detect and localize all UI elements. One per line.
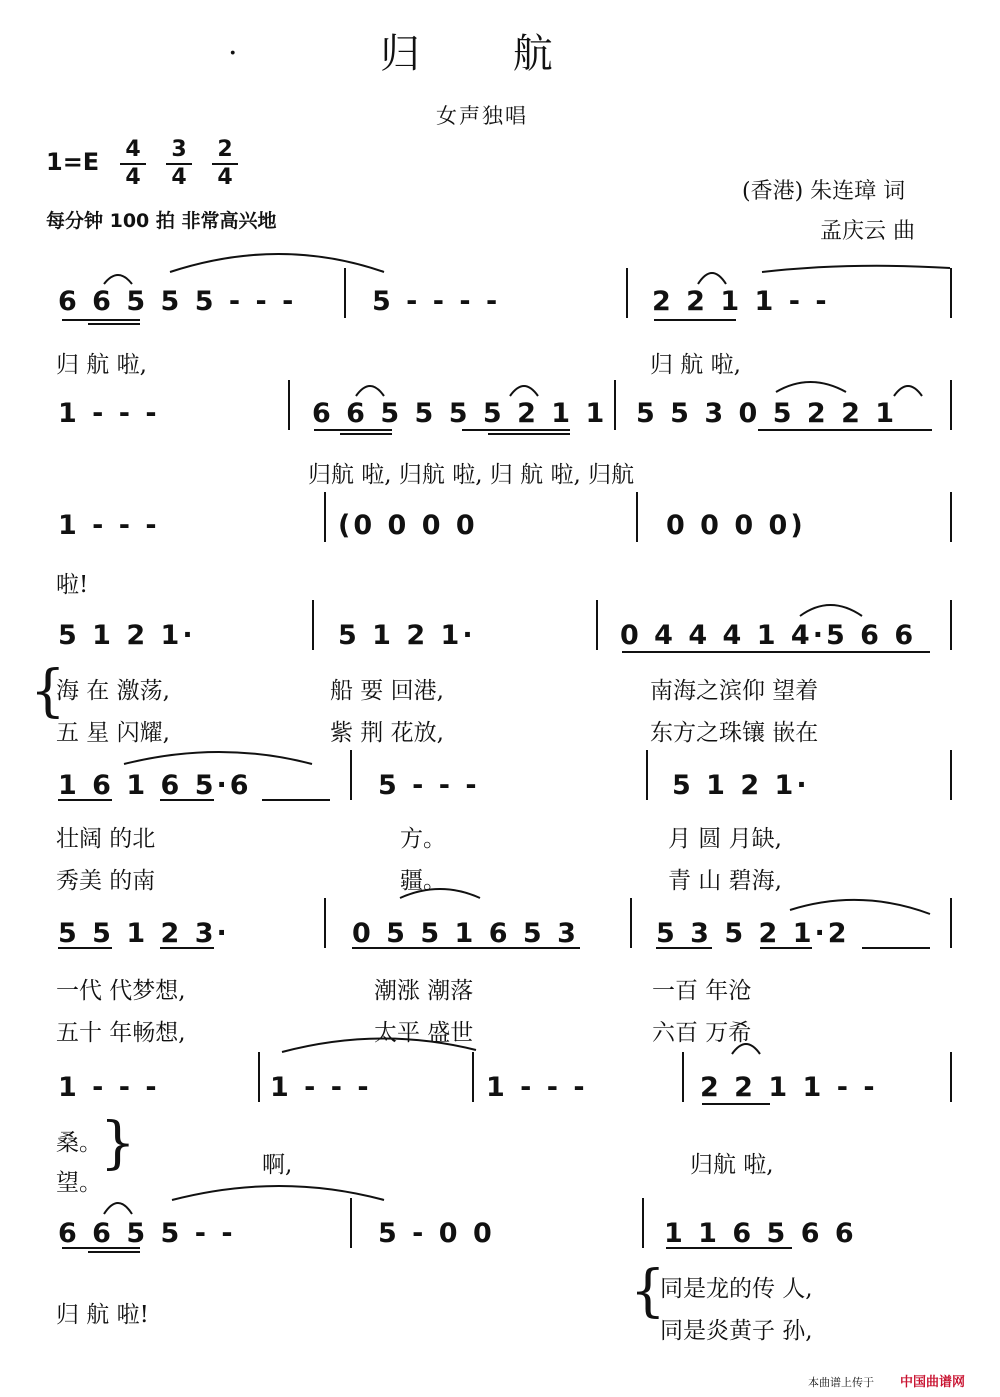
slur xyxy=(732,1044,760,1054)
composer-credit: 孟庆云 曲 xyxy=(820,219,915,244)
lyric-5-3b: 青 山 碧海, xyxy=(668,868,782,894)
measure-5-1: 1 6 1 6 5·6 xyxy=(58,770,252,801)
site-logo[interactable]: 中国曲谱网 xyxy=(900,1375,966,1390)
lyric-7-2: 啊, xyxy=(262,1152,293,1178)
measure-2-1: 1 - - - xyxy=(58,398,160,429)
lyric-4-2b: 紫 荆 花放, xyxy=(330,720,444,746)
lyric-4-1a: 海 在 激荡, xyxy=(56,678,170,704)
lyric-6-3a: 一百 年沧 xyxy=(652,978,752,1004)
lyricist-credit: (香港) 朱连璋 词 xyxy=(742,179,906,204)
measure-3-3: 0 0 0 0) xyxy=(666,510,806,541)
lyric-4-1b: 五 星 闪耀, xyxy=(56,720,170,746)
lyric-4-3b: 东方之珠镶 嵌在 xyxy=(650,720,819,746)
measure-3-2: (0 0 0 0 xyxy=(338,510,478,541)
lyric-4-2a: 船 要 回港, xyxy=(330,678,444,704)
measure-5-3: 5 1 2 1· xyxy=(672,770,810,801)
measure-6-3: 5 3 5 2 1·2 xyxy=(656,918,850,949)
measure-3-1: 1 - - - xyxy=(58,510,160,541)
slur xyxy=(356,386,384,396)
slur xyxy=(104,275,132,284)
measure-8-2: 5 - 0 0 xyxy=(378,1218,495,1249)
key-signature: 1=E xyxy=(46,148,100,176)
verse-brace: { xyxy=(630,1259,666,1324)
time-signature-3-4: $\frac{3}{4}$ xyxy=(166,137,192,191)
upload-note: 本曲谱上传于 xyxy=(808,1376,874,1389)
tie xyxy=(170,254,384,272)
lyric-7-1b: 望。 xyxy=(56,1170,102,1196)
lyric-6-3b: 六百 万希 xyxy=(652,1020,752,1046)
measure-5-2: 5 - - - xyxy=(378,770,480,801)
measure-6-1: 5 5 1 2 3· xyxy=(58,918,230,949)
slur xyxy=(510,386,538,396)
measure-7-4: 2 2 1 1 - - xyxy=(700,1072,878,1103)
measure-4-3: 0 4 4 4 1 4·5 6 6 xyxy=(620,620,917,651)
lyric-7-3: 归航 啦, xyxy=(690,1152,774,1178)
lyric-6-2b: 太平 盛世 xyxy=(374,1020,474,1046)
measure-2-3: 5 5 3 0 5 2 2 1 xyxy=(636,398,898,429)
slur xyxy=(800,605,862,616)
lyric-8-1: 归 航 啦! xyxy=(56,1302,149,1328)
verse-brace: { xyxy=(30,659,66,724)
lyric-4-3a: 南海之滨仰 望着 xyxy=(650,678,819,704)
title-dot: · xyxy=(228,36,238,71)
lyric-5-3a: 月 圆 月缺, xyxy=(668,826,782,852)
tie xyxy=(172,1186,384,1200)
lyric-7-1a: 桑。 xyxy=(56,1130,102,1156)
subtitle: 女声独唱 xyxy=(436,104,528,128)
lyric-5-2a: 方。 xyxy=(400,826,446,852)
time-signature-2-4: $\frac{2}{4}$ xyxy=(212,137,238,191)
lyric-5-2b: 疆。 xyxy=(400,868,446,894)
slur xyxy=(776,382,846,392)
tie xyxy=(762,266,950,272)
slur xyxy=(894,386,922,396)
slur xyxy=(400,889,480,898)
page-title: 归 航 xyxy=(380,31,593,77)
lyric-6-1b: 五十 年畅想, xyxy=(56,1020,186,1046)
measure-1-3: 2 2 1 1 - - xyxy=(652,286,830,317)
lyric-2-1: 归航 啦, 归航 啦, 归 航 啦, 归航 xyxy=(308,462,635,488)
tie xyxy=(282,1038,476,1052)
measure-7-1: 1 - - - xyxy=(58,1072,160,1103)
slur xyxy=(124,752,312,764)
measure-8-3: 1 1 6 5 6 6 xyxy=(664,1218,857,1249)
lyric-6-1a: 一代 代梦想, xyxy=(56,978,186,1004)
measure-6-2: 0 5 5 1 6 5 3 xyxy=(352,918,579,949)
lyric-1-1: 归 航 啦, xyxy=(56,352,147,378)
slur xyxy=(104,1203,132,1214)
lyric-5-1a: 壮阔 的北 xyxy=(56,826,156,852)
verse-brace-close: } xyxy=(100,1111,136,1176)
lyric-3-1: 啦! xyxy=(56,572,89,598)
measure-7-2: 1 - - - xyxy=(270,1072,372,1103)
measure-7-3: 1 - - - xyxy=(486,1072,588,1103)
lyric-1-2: 归 航 啦, xyxy=(650,352,741,378)
lyric-5-1b: 秀美 的南 xyxy=(56,868,156,894)
measure-1-2: 5 - - - - xyxy=(372,286,501,317)
time-signature-4-4: $\frac{4}{4}$ xyxy=(120,137,146,191)
lyric-6-2a: 潮涨 潮落 xyxy=(374,978,474,1004)
measure-2-2: 6 6 5 5 5 5 2 1 1 xyxy=(312,398,608,429)
lyric-8-2a: 同是龙的传 人, xyxy=(660,1276,813,1302)
measure-4-2: 5 1 2 1· xyxy=(338,620,476,651)
lyric-8-2b: 同是炎黄子 孙, xyxy=(660,1318,813,1344)
slur xyxy=(790,900,930,914)
slur xyxy=(698,273,726,284)
measure-4-1: 5 1 2 1· xyxy=(58,620,196,651)
tempo-marking: 每分钟 100 拍 非常高兴地 xyxy=(46,210,277,232)
measure-1-1: 6 6 5 5 5 - - - xyxy=(58,286,297,317)
measure-8-1: 6 6 5 5 - - xyxy=(58,1218,236,1249)
